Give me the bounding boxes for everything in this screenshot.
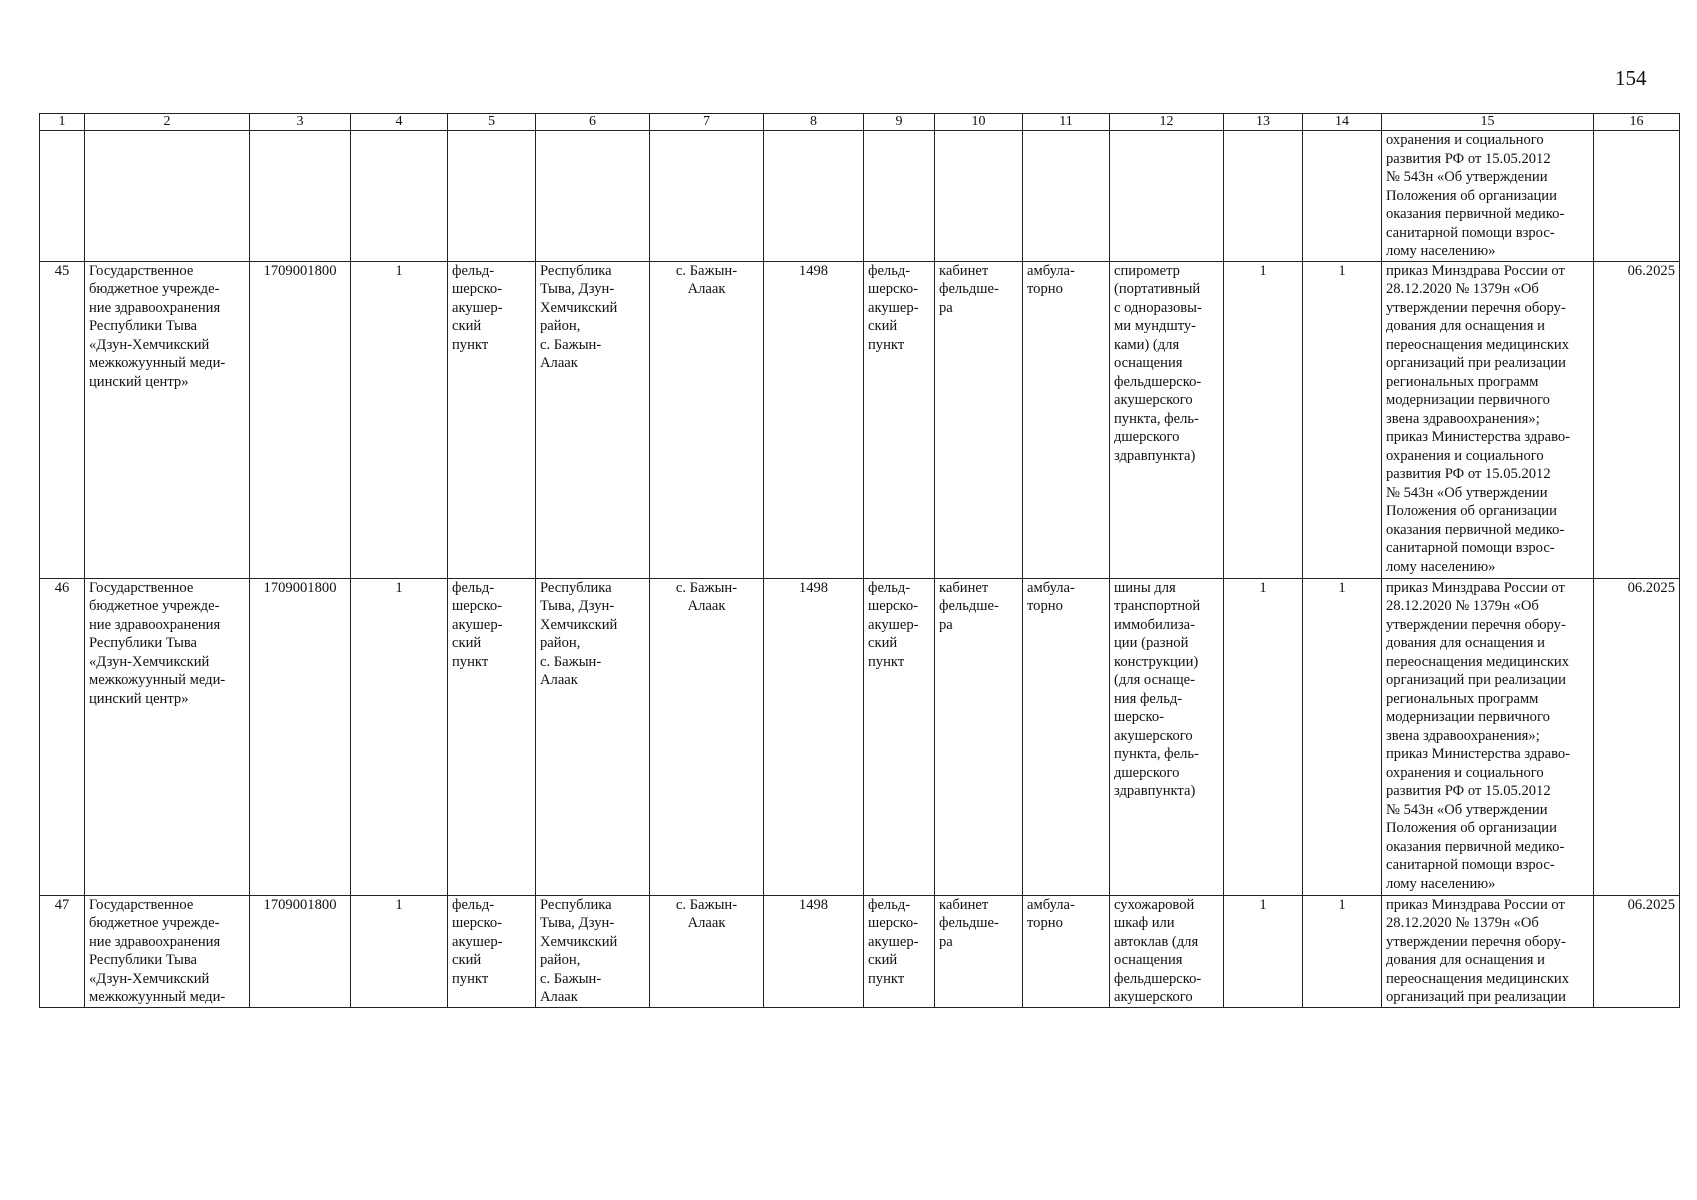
unit-cell: фельд- шерско- акушер- ский пункт xyxy=(864,895,935,1007)
basis-cell: приказ Минздрава России от 28.12.2020 № 1379н «Об утверждении перечня обору- дования для оснащения и переоснащения медицинских организаций при реализации региональных программ модернизации первичного звена здравоохранения»; приказ Министерства здраво- охранения и социального развития РФ от 15.05.2012 № 543н «Об утверждении Положения об организации оказания первичной медико- санитарной помощи взрос- лому населению» xyxy=(1382,578,1594,895)
population-cell: 1498 xyxy=(764,895,864,1007)
population-cell: 1498 xyxy=(764,261,864,578)
equipment-table xyxy=(39,113,1680,1008)
header-cell: 16 xyxy=(1594,114,1680,131)
count-cell: 1 xyxy=(1224,895,1303,1007)
code-cell: 1709001800 xyxy=(250,261,351,578)
row-number: 46 xyxy=(40,578,85,895)
address-cell: Республика Тыва, Дзун- Хемчикский район, с. Бажын- Алаак xyxy=(536,578,650,895)
count-cell: 1 xyxy=(1224,261,1303,578)
equipment-cell: сухожаровой шкаф или автоклав (для оснащения фельдшерско- акушерского xyxy=(1110,895,1224,1007)
header-cell: 8 xyxy=(764,114,864,131)
organization-cell: Государственное бюджетное учрежде- ние здравоохранения Республики Тыва «Дзун-Хемчикский межкожуунный меди- цинский центр» xyxy=(85,261,250,578)
facility-type-cell: фельд- шерско- акушер- ский пункт xyxy=(448,261,536,578)
facility-type-cell: фельд- шерско- акушер- ский пункт xyxy=(448,895,536,1007)
page-number: 154 xyxy=(1615,66,1647,90)
unit-cell: фельд- шерско- акушер- ский пункт xyxy=(864,578,935,895)
count-cell: 1 xyxy=(1303,895,1382,1007)
table-row xyxy=(40,578,1680,895)
count-cell: 1 xyxy=(1303,578,1382,895)
header-cell: 5 xyxy=(448,114,536,131)
unit-cell: фельд- шерско- акушер- ский пункт xyxy=(864,261,935,578)
organization-cell: Государственное бюджетное учрежде- ние здравоохранения Республики Тыва «Дзун-Хемчикский межкожуунный меди- цинский центр» xyxy=(85,578,250,895)
header-cell: 2 xyxy=(85,114,250,131)
room-cell: кабинет фельдше- ра xyxy=(935,578,1023,895)
count-cell: 1 xyxy=(1303,261,1382,578)
date-cell: 06.2025 xyxy=(1594,261,1680,578)
row-number: 45 xyxy=(40,261,85,578)
header-cell: 1 xyxy=(40,114,85,131)
header-cell: 15 xyxy=(1382,114,1594,131)
equipment-cell: спирометр (портативный с одноразовы- ми мундшту- ками) (для оснащения фельдшерско- акушерского пункта, фель- дшерского здравпункта) xyxy=(1110,261,1224,578)
code-cell: 1709001800 xyxy=(250,895,351,1007)
header-cell: 12 xyxy=(1110,114,1224,131)
settlement-cell: с. Бажын- Алаак xyxy=(650,895,764,1007)
quantity-cell: 1 xyxy=(351,578,448,895)
date-cell: 06.2025 xyxy=(1594,895,1680,1007)
continuation-row xyxy=(40,131,1680,262)
settlement-cell: с. Бажын- Алаак xyxy=(650,261,764,578)
header-cell: 13 xyxy=(1224,114,1303,131)
header-cell: 9 xyxy=(864,114,935,131)
population-cell: 1498 xyxy=(764,578,864,895)
row-number: 47 xyxy=(40,895,85,1007)
code-cell: 1709001800 xyxy=(250,578,351,895)
address-cell: Республика Тыва, Дзун- Хемчикский район, с. Бажын- Алаак xyxy=(536,895,650,1007)
header-cell: 7 xyxy=(650,114,764,131)
address-cell: Республика Тыва, Дзун- Хемчикский район, с. Бажын- Алаак xyxy=(536,261,650,578)
count-cell: 1 xyxy=(1224,578,1303,895)
quantity-cell: 1 xyxy=(351,895,448,1007)
basis-cell: приказ Минздрава России от 28.12.2020 № 1379н «Об утверждении перечня обору- дования для оснащения и переоснащения медицинских организаций при реализации xyxy=(1382,895,1594,1007)
table-row xyxy=(40,895,1680,1007)
header-cell: 11 xyxy=(1023,114,1110,131)
organization-cell: Государственное бюджетное учрежде- ние здравоохранения Республики Тыва «Дзун-Хемчикский межкожуунный меди- xyxy=(85,895,250,1007)
facility-type-cell: фельд- шерско- акушер- ский пункт xyxy=(448,578,536,895)
header-cell: 14 xyxy=(1303,114,1382,131)
header-cell: 3 xyxy=(250,114,351,131)
care-cell: амбула- торно xyxy=(1023,578,1110,895)
table-row xyxy=(40,261,1680,578)
room-cell: кабинет фельдше- ра xyxy=(935,261,1023,578)
date-cell: 06.2025 xyxy=(1594,578,1680,895)
settlement-cell: с. Бажын- Алаак xyxy=(650,578,764,895)
header-cell: 10 xyxy=(935,114,1023,131)
care-cell: амбула- торно xyxy=(1023,261,1110,578)
header-cell: 6 xyxy=(536,114,650,131)
basis-cell: охранения и социального развития РФ от 15.05.2012 № 543н «Об утверждении Положения об организации оказания первичной медико- санитарной помощи взрос- лому населению» xyxy=(1382,131,1594,262)
care-cell: амбула- торно xyxy=(1023,895,1110,1007)
header-cell: 4 xyxy=(351,114,448,131)
room-cell: кабинет фельдше- ра xyxy=(935,895,1023,1007)
header-row xyxy=(40,114,1680,131)
quantity-cell: 1 xyxy=(351,261,448,578)
equipment-cell: шины для транспортной иммобилиза- ции (разной конструкции) (для оснаще- ния фельд- шерско- акушерского пункта, фель- дшерского здравпункта) xyxy=(1110,578,1224,895)
basis-cell: приказ Минздрава России от 28.12.2020 № 1379н «Об утверждении перечня обору- дования для оснащения и переоснащения медицинских организаций при реализации региональных программ модернизации первичного звена здравоохранения»; приказ Министерства здраво- охранения и социального развития РФ от 15.05.2012 № 543н «Об утверждении Положения об организации оказания первичной медико- санитарной помощи взрос- лому населению» xyxy=(1382,261,1594,578)
